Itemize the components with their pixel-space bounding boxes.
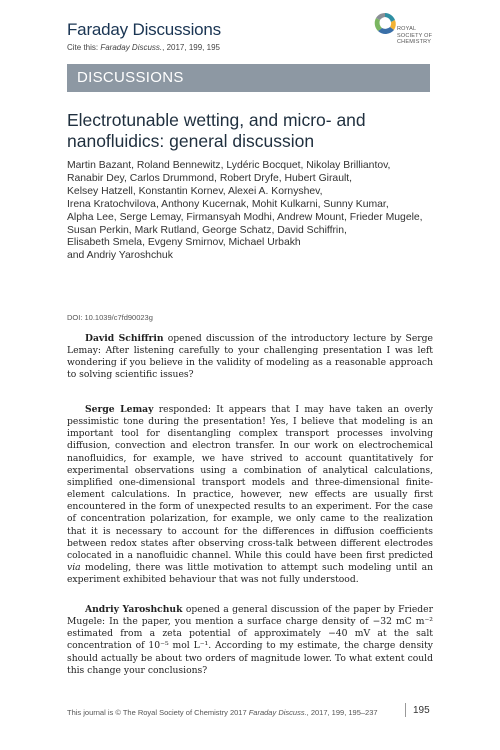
rsc-logo [372, 10, 434, 60]
speaker-name: Andriy Yaroshchuk [85, 604, 183, 615]
paragraph-lead: opened a general discussion of the paper by Frieder Mugele: [67, 604, 433, 628]
discussion-paragraph [67, 404, 433, 586]
author-list [67, 160, 437, 263]
footer-divider [405, 703, 406, 717]
section-label: DISCUSSIONS [77, 69, 184, 86]
paragraph-emphasis: via [67, 562, 81, 574]
footer-citation [67, 708, 378, 717]
author-line: Martin Bazant, Roland Bennewitz, Lydéric Bocquet, Nikolay Brilliantov, [67, 160, 391, 171]
paper-title: Electrotunable wetting, and micro- and nanofluidics: general discussion [67, 110, 366, 151]
author-line: Susan Perkin, Mark Rutland, George Schatz, David Schiffrin, [67, 224, 347, 236]
author-line: and Andriy Yaroshchuk [67, 250, 173, 262]
cite-journal: Faraday Discuss. [100, 43, 163, 52]
speaker-name: David Schiffrin [85, 333, 164, 344]
author-line: Elisabeth Smela, Evgeny Smirnov, Michael Urbakh [67, 237, 301, 249]
paragraph-lead: opened discussion of the introductory lecture by Serge Lemay: [67, 333, 433, 357]
author-line: Irena Kratochvilova, Anthony Kucernak, Mohit Kulkarni, Sunny Kumar, [67, 198, 389, 210]
speaker-name: Serge Lemay [85, 404, 154, 415]
author-line: Kelsey Hatzell, Konstantin Kornev, Alexei A. Kornyshev, [67, 185, 323, 197]
paragraph-text: It appears that I may have taken an overly pessimistic tone during the presentation! Yes, I believe that modeling is an important tool for disentangling complex transport processes involving diffusion, convection and electron transfer. In our work on electrochemical nanofluidics, for example, we have strived to account quantitatively for experimental observations using a combination of analytical calculations, simplified one-dimensional transport models and three-dimensional finite-element calculations. In practice, however, new effects are usually first encountered in the form of unexpected results to an experiment. For the case of concentration polarization, for example, we only came to the realization that it is necessary to account for the differences in diffusion coefficients between redox states after observing cross-talk between different electrodes colocated in a nanofluidic channel. While this could have been first predicted [67, 404, 433, 561]
cite-details: , 2017, 199, 195 [162, 43, 220, 52]
emblem-segment [385, 13, 395, 22]
rsc-emblem-icon [372, 10, 398, 50]
journal-title: Faraday Discussions [67, 20, 221, 39]
discussion-paragraph [67, 333, 433, 382]
doi-link[interactable]: DOI: 10.1039/c7fd90023g [67, 313, 153, 322]
author-line: Alpha Lee, Serge Lemay, Firmansyah Modhi, Andrew Mount, Frieder Mugele, [67, 211, 423, 223]
paragraph-text: In the paper, you mention a surface charge density of −32 mC m⁻² estimated from a zeta potential of approximately −40 mV at the salt concentration of 10⁻⁵ mol L⁻¹. According to my estimate, the charge density should actually be about two orders of magnitude lower. To what extent could this change your conclusions? [67, 616, 433, 676]
cite-prefix: Cite this: [67, 43, 101, 52]
paragraph-text: modeling, there was little motivation to attempt such modeling until an experiment exhibited behaviour that was not fully understood. [67, 562, 433, 586]
page-number: 195 [413, 705, 430, 716]
footer-details: , 2017, 199, 195–237 [306, 708, 378, 717]
paragraph-text: After listening carefully to your challenging presentation I was left wondering if you believe in the validity of modeling as a reasonable approach to solving scientific issues? [67, 345, 433, 381]
section-bar [67, 64, 430, 92]
author-line: Ranabir Dey, Carlos Drummond, Robert Dryfe, Hubert Girault, [67, 172, 353, 184]
discussion-paragraph [67, 604, 433, 677]
rsc-logo-text: ROYAL SOCIETY OF CHEMISTRY [397, 26, 433, 45]
footer-journal: Faraday Discuss. [248, 708, 307, 717]
paragraph-lead: responded: [153, 404, 217, 415]
footer-prefix: This journal is © The Royal Society of Chemistry 2017 [67, 708, 249, 717]
citation-line [67, 43, 220, 52]
